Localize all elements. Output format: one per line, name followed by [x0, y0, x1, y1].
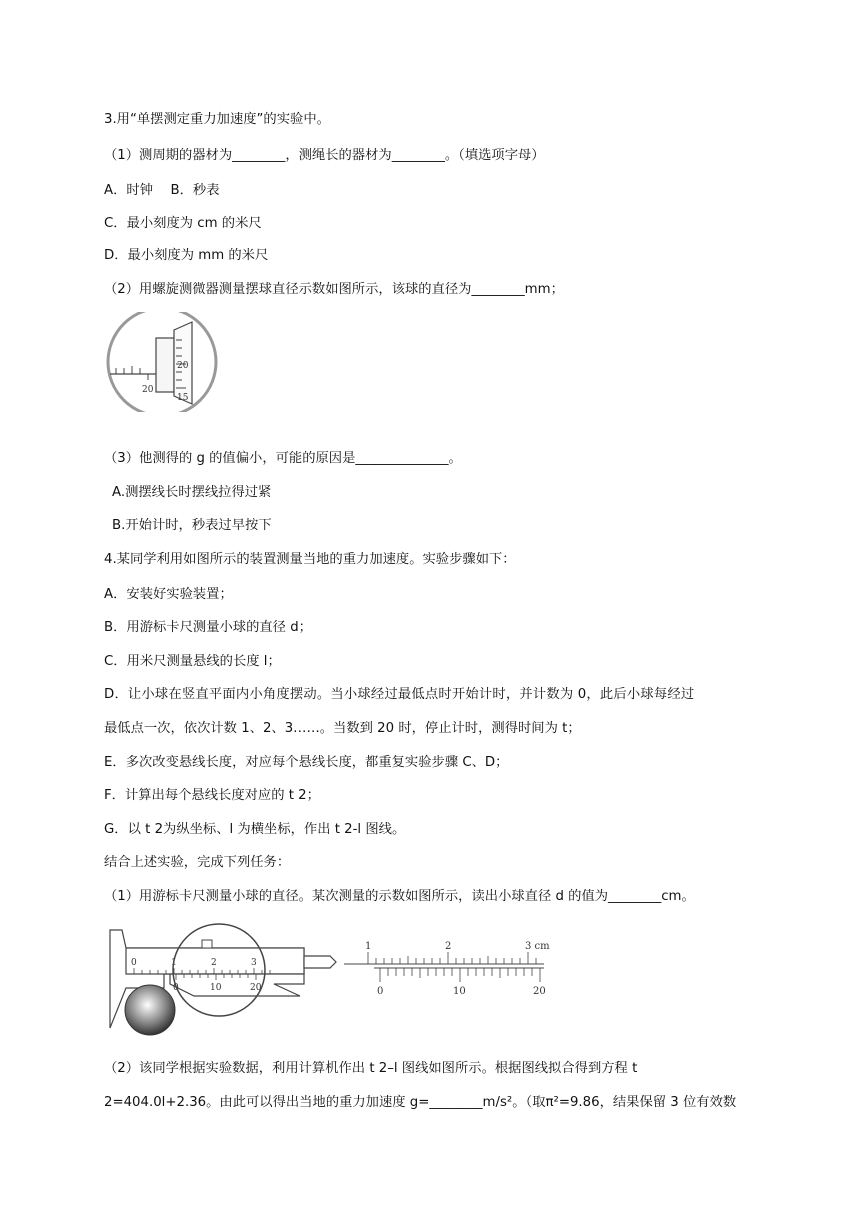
micrometer-sleeve-label: 20 — [142, 385, 154, 395]
caliper-vernier-label-0: 0 — [173, 983, 179, 993]
vernier-caliper-figure — [104, 918, 564, 1040]
q4-step-d-line2: 最低点一次，依次计数 1、2、3……。当数到 20 时，停止计时，测得时间为 t； — [104, 721, 581, 736]
caliper-main-label-3: 3 — [251, 958, 257, 968]
caliper-main-label-0: 0 — [131, 958, 137, 968]
q4-step-b: B．用游标卡尺测量小球的直径 d； — [104, 620, 312, 635]
micrometer-thimble-bottom-label: 15 — [177, 393, 189, 403]
q4-part2-line1: （2）该同学根据实验数据，利用计算机作出 t 2–l 图线如图所示。根据图线拟合得到方程 t — [104, 1061, 638, 1076]
caliper-main-label-2: 2 — [211, 958, 217, 968]
caliper-vernier-label-10: 10 — [210, 983, 222, 993]
q3-title: 3.用“单摆测定重力加速度”的实验中。 — [104, 112, 330, 127]
q4-step-c: C．用米尺测量悬线的长度 l； — [104, 654, 281, 669]
q4-part2-line2: 2=404.0l+2.36。由此可以得出当地的重力加速度 g=________m/s²。（取π²=9.86，结果保留 3 位有效数 — [104, 1095, 737, 1110]
q4-step-f: F．计算出每个悬线长度对应的 t 2； — [104, 788, 320, 803]
q3-part1: （1）测周期的器材为________，测绳长的器材为________。（填选项字母） — [104, 148, 545, 163]
enlarged-vernier-label-20: 20 — [533, 986, 546, 997]
caliper-vernier-label-20: 20 — [250, 983, 262, 993]
micrometer-figure — [104, 312, 220, 412]
q3-option-a: A.测摆线长时摆线拉得过紧 — [112, 485, 272, 500]
q3-option-d: D．最小刻度为 mm 的米尺 — [104, 248, 269, 263]
q4-step-e: E．多次改变悬线长度，对应每个悬线长度，都重复实验步骤 C、D； — [104, 755, 509, 770]
q4-step-g: G．以 t 2为纵坐标、l 为横坐标，作出 t 2-l 图线。 — [104, 822, 406, 837]
micrometer-thimble-top-label: 20 — [177, 361, 189, 371]
q3-part3: （3）他测得的 g 的值偏小，可能的原因是______________。 — [104, 451, 462, 466]
q3-option-c: C．最小刻度为 cm 的米尺 — [104, 216, 262, 231]
q3-part2: （2）用螺旋测微器测量摆球直径示数如图所示，该球的直径为________mm； — [104, 282, 564, 297]
q4-title: 4.某同学利用如图所示的装置测量当地的重力加速度。实验步骤如下： — [104, 552, 516, 567]
caliper-main-label-1: 1 — [171, 958, 177, 968]
enlarged-main-label-1: 1 — [365, 941, 372, 952]
q3-option-ab: A．时钟 B．秒表 — [104, 183, 220, 198]
q4-part1: （1）用游标卡尺测量小球的直径。某次测量的示数如图所示，读出小球直径 d 的值为________cm。 — [104, 889, 695, 904]
enlarged-main-label-3: 3 cm — [525, 941, 550, 952]
q4-step-d-line1: D．让小球在竖直平面内小角度摆动。当小球经过最低点时开始计时，并计数为 0，此后小球每经过 — [104, 687, 695, 702]
enlarged-vernier-label-0: 0 — [377, 986, 384, 997]
q3-option-b: B.开始计时，秒表过早按下 — [112, 518, 272, 533]
enlarged-main-label-2: 2 — [445, 941, 452, 952]
enlarged-vernier-label-10: 10 — [453, 986, 466, 997]
q4-task: 结合上述实验，完成下列任务： — [104, 855, 291, 870]
q4-step-a: A．安装好实验装置； — [104, 587, 233, 602]
